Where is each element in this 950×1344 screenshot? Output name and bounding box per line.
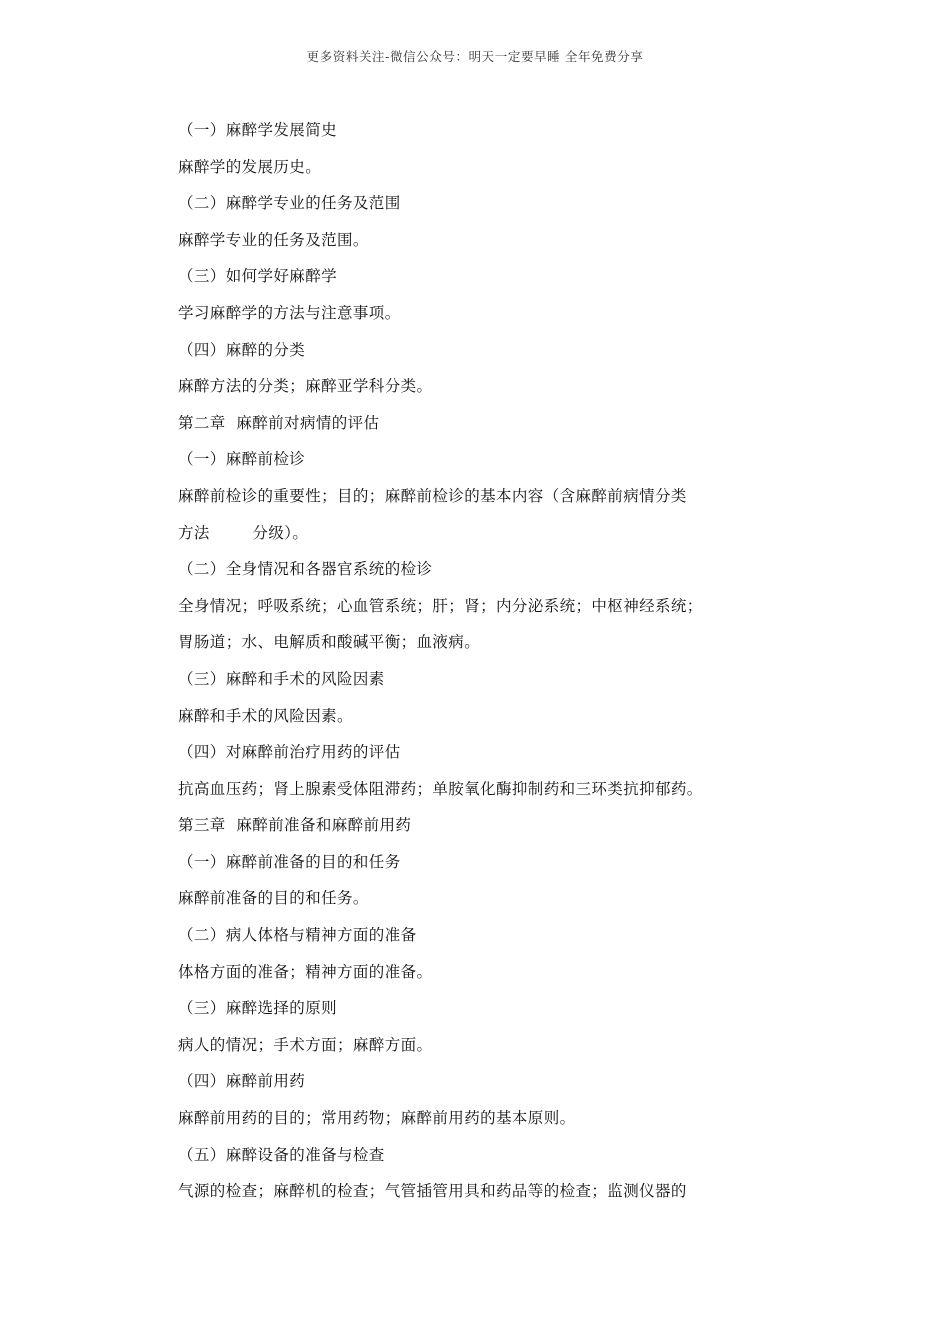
body-text: 学习麻醉学的方法与注意事项。 — [178, 303, 401, 322]
chapter-title: 第二章 麻醉前对病情的评估 — [178, 413, 380, 432]
body-text: 全身情况；呼吸系统；心血管系统；肝；肾；内分泌系统；中枢神经系统； — [178, 596, 703, 615]
body-text: 麻醉前用药的目的；常用药物；麻醉前用药的基本原则。 — [178, 1109, 576, 1128]
chapter-title: 第三章 麻醉前准备和麻醉前用药 — [178, 816, 412, 835]
section-heading: （三）麻醉和手术的风险因素 — [178, 669, 385, 688]
body-text: 麻醉和手术的风险因素。 — [178, 706, 353, 725]
body-text: 体格方面的准备；精神方面的准备。 — [178, 962, 433, 981]
body-text: 方法 分级）。 — [178, 523, 309, 542]
section-heading: （四）对麻醉前治疗用药的评估 — [178, 743, 401, 762]
section-heading: （三）如何学好麻醉学 — [178, 267, 338, 286]
section-heading: （五）麻醉设备的准备与检查 — [178, 1145, 385, 1164]
section-heading: （一）麻醉前准备的目的和任务 — [178, 852, 401, 871]
section-heading: （一）麻醉学发展简史 — [178, 121, 338, 139]
section-heading: （二）病人体格与精神方面的准备 — [178, 926, 417, 945]
body-text: 麻醉学的发展历史。 — [178, 157, 322, 176]
body-text: 气源的检查；麻醉机的检查；气管插管用具和药品等的检查；监测仪器的 — [178, 1182, 687, 1201]
body-text: 病人的情况；手术方面；麻醉方面。 — [178, 1035, 433, 1054]
body-text: 麻醉前准备的目的和任务。 — [178, 889, 369, 908]
body-text: 麻醉前检诊的重要性；目的；麻醉前检诊的基本内容（含麻醉前病情分类 — [178, 486, 687, 505]
body-text: 抗高血压药；肾上腺素受体阻滞药；单胺氧化酶抑制药和三环类抗抑郁药。 — [178, 779, 703, 798]
section-heading: （四）麻醉前用药 — [178, 1072, 306, 1091]
page-header: 更多资料关注-微信公众号：明天一定要早睡 全年免费分享 — [306, 49, 644, 64]
section-heading: （三）麻醉选择的原则 — [178, 999, 338, 1018]
body-text: 麻醉方法的分类；麻醉亚学科分类。 — [178, 377, 433, 396]
section-heading: （四）麻醉的分类 — [178, 340, 306, 359]
section-heading: （二）全身情况和各器官系统的检诊 — [178, 560, 433, 579]
section-heading: （一）麻醉前检诊 — [178, 450, 306, 469]
document-body — [178, 118, 778, 1216]
body-text: 麻醉学专业的任务及范围。 — [178, 230, 369, 249]
section-heading: （二）麻醉学专业的任务及范围 — [178, 194, 401, 213]
body-text: 胃肠道；水、电解质和酸碱平衡；血液病。 — [178, 633, 481, 652]
